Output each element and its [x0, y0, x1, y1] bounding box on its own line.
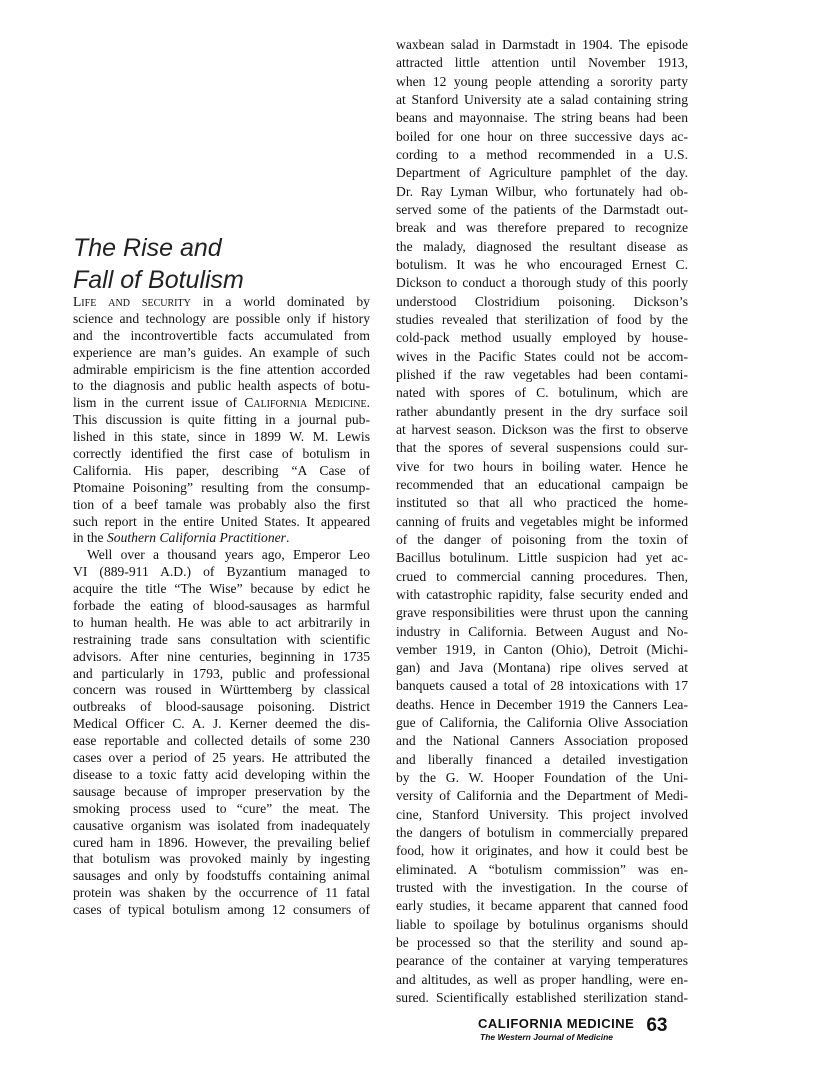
- text-line: tion of a beef tamale was probably also the first: [73, 496, 370, 512]
- text-line: understood Clostridium poisoning. Dickson’s: [396, 293, 688, 309]
- text-line: with catastrophic rapidity, false security ended and: [396, 586, 688, 602]
- text-line: California. His paper, describing “A Case of: [73, 462, 370, 478]
- text-line: cases of typical botulism among 12 consumers of: [73, 902, 370, 918]
- text-segment: Well over a thousand years ago, Emperor Leo: [87, 547, 370, 563]
- text-line: protein was shaken by the occurrence of 11 fatal: [73, 885, 370, 901]
- text-line: cured ham in 1896. However, the prevailing belief: [73, 834, 370, 850]
- text-line: admirable empiricism is the fine attention accorded: [73, 361, 370, 377]
- text-line: at harvest season. Dickson was the first to observe: [396, 421, 688, 437]
- text-line: cold-pack method usually employed by house-: [396, 330, 688, 346]
- text-line: the malady, diagnosed the resultant disease as: [396, 238, 688, 254]
- text-line: that the spores of several suspensions could sur-: [396, 440, 688, 456]
- text-line: recommended that an educational campaign be: [396, 476, 688, 492]
- text-line: gan) and Java (Montana) ripe olives served at: [396, 660, 688, 676]
- text-line: liable to spoilage by botulinus organisms should: [396, 916, 688, 932]
- text-line: vember 1919, in Canton (Ohio), Detroit (Michi-: [396, 641, 688, 657]
- text-line: concern was roused in Württemberg by classical: [73, 682, 370, 698]
- text-line: and particularly in 1793, public and professional: [73, 665, 370, 681]
- text-line: sausage because of improper preservation by the: [73, 783, 370, 799]
- small-caps-text: California Medicine: [244, 395, 367, 411]
- journal-name: CALIFORNIA MEDICINE: [478, 1016, 635, 1031]
- text-line: nated with spores of C. botulinum, which are: [396, 385, 688, 401]
- text-line: crued to commercial canning procedures. Then,: [396, 568, 688, 584]
- text-line: banquets caused a total of 28 intoxications with 17: [396, 678, 688, 694]
- text-line: pearance of the container at varying temperatures: [396, 953, 688, 969]
- text-line: science and technology are possible only if history: [73, 310, 370, 326]
- text-line: and liberally financed a detailed investigation: [396, 751, 688, 767]
- text-line: cording to a method recommended in a U.S.: [396, 146, 688, 162]
- text-line: [73, 530, 370, 547]
- text-line: experience are man’s guides. An example of such: [73, 344, 370, 360]
- text-line: disease to a toxic fatty acid developing within the: [73, 766, 370, 782]
- text-line: waxbean salad in Darmstadt in 1904. The episode: [396, 37, 688, 52]
- text-line: sured. Scientifically established sterilization stand-: [396, 990, 688, 1006]
- text-line: acquire the title “The Wise” because by edict he: [73, 581, 370, 597]
- text-segment: .: [285, 530, 290, 546]
- journal-subtitle: The Western Journal of Medicine: [480, 1032, 614, 1042]
- text-line: and the National Canners Association proposed: [396, 733, 688, 749]
- text-line: boiled for one hour on three successive days ac-: [396, 128, 688, 144]
- title-line-2: Fall of Botulism: [73, 266, 244, 294]
- title-line-1: The Rise and: [73, 234, 222, 262]
- text-line: food, how it originates, and how it could best be: [396, 843, 688, 859]
- text-line: cases over a period of 25 years. He attributed the: [73, 750, 370, 766]
- text-line: to the diagnosis and public health aspects of botu-: [73, 378, 370, 394]
- text-line: advisors. After nine centuries, beginning in 1735: [73, 648, 370, 664]
- text-line: be processed so that the sterility and sound ap-: [396, 935, 688, 951]
- text-line: wives in the Pacific States could not be accom-: [396, 348, 688, 364]
- text-line: Ptomaine Poisoning” resulting from the consump-: [73, 479, 370, 495]
- text-line: attracted little attention until November 1913,: [396, 55, 688, 71]
- text-line: Medical Officer C. A. J. Kerner deemed the dis-: [73, 716, 370, 732]
- text-line: that botulism was provoked mainly by ingesting: [73, 851, 370, 867]
- text-line: gue of California, the California Olive Association: [396, 715, 688, 731]
- small-caps-text: Life and security: [73, 294, 191, 309]
- text-line: Dr. Ray Lyman Wilbur, who fortunately had ob-: [396, 183, 688, 199]
- text-segment: lism in the current issue of: [73, 395, 245, 411]
- article-title: [73, 232, 244, 296]
- text-line: break and was therefore prepared to recognize: [396, 220, 688, 236]
- text-line: ease reportable and collected details of some 230: [73, 733, 370, 749]
- text-line: [73, 395, 370, 412]
- text-line: eliminated. A “botulism commission” was en-: [396, 861, 688, 877]
- text-segment: .: [366, 395, 370, 411]
- text-line: VI (889-911 A.D.) of Byzantium managed to: [73, 564, 370, 580]
- text-line: plished if the raw vegetables had been contami-: [396, 366, 688, 382]
- text-segment: in a world dominated by: [190, 294, 370, 309]
- text-line: sausages and only by foodstuffs containing animal: [73, 868, 370, 884]
- right-text-column: [396, 36, 688, 1007]
- text-line: [73, 294, 370, 311]
- text-line: at Stanford University ate a salad containing string: [396, 91, 688, 107]
- journal-block: [478, 1016, 634, 1043]
- text-line: restraining trade sans consultation with scientific: [73, 631, 370, 647]
- text-line: versity of California and the Department of Medi-: [396, 788, 688, 804]
- text-line: rather abundantly present in the dry surface soil: [396, 403, 688, 419]
- text-line: trusted with the investigation. In the course of: [396, 880, 688, 896]
- text-line: This discussion is quite fitting in a journal pub-: [73, 412, 370, 428]
- text-line: instituted so that all who practiced the home-: [396, 495, 688, 511]
- text-line: grave responsibilities were thrust upon the canning: [396, 605, 688, 621]
- left-text-column: [73, 294, 370, 919]
- page-number: 63: [646, 1015, 668, 1036]
- text-line: outbreaks of blood-sausage poisoning. District: [73, 699, 370, 715]
- text-line: Dickson to conduct a thorough study of this poorly: [396, 275, 688, 291]
- text-line: canning of fruits and vegetables might be informed: [396, 513, 688, 529]
- text-line: early studies, it became apparent that canned food: [396, 898, 688, 914]
- text-line: by the G. W. Hooper Foundation of the Uni-: [396, 770, 688, 786]
- text-line: to human health. He was able to act arbitrarily in: [73, 614, 370, 630]
- text-line: cine, Stanford University. This project involved: [396, 806, 688, 822]
- text-segment: in the: [73, 530, 107, 546]
- page-footer: [478, 1016, 668, 1043]
- text-line: lished in this state, since in 1899 W. M. Lewis: [73, 429, 370, 445]
- text-line: Department of Agriculture pamphlet of the day.: [396, 165, 688, 181]
- text-line: studies revealed that sterilization of food by the: [396, 311, 688, 327]
- text-line: when 12 young people attending a sorority party: [396, 73, 688, 89]
- italic-text: Southern California Practitioner: [106, 530, 286, 546]
- text-line: the dangers of botulism in commercially prepared: [396, 825, 688, 841]
- text-line: Bacillus botulinum. Little suspicion had yet ac-: [396, 550, 688, 566]
- text-line: such report in the entire United States. It appeared: [73, 513, 370, 529]
- text-line: beans and mayonnaise. The string beans had been: [396, 110, 688, 126]
- text-line: and altitudes, as well as proper handling, were en-: [396, 971, 688, 987]
- text-line: and the incontrovertible facts accumulated from: [73, 327, 370, 343]
- text-line: causative organism was isolated from inadequately: [73, 817, 370, 833]
- text-line: correctly identified the first case of botulism in: [73, 446, 370, 462]
- text-line: [73, 547, 370, 564]
- text-line: served some of the patients of the Darmstadt out-: [396, 201, 688, 217]
- text-line: forbade the eating of blood-sausages as harmful: [73, 598, 370, 614]
- text-line: of the danger of poisoning from the toxin of: [396, 531, 688, 547]
- text-line: vive for two hours in boiling water. Hence he: [396, 458, 688, 474]
- text-line: smoking process used to “cure” the meat. The: [73, 800, 370, 816]
- text-line: deaths. Hence in December 1919 the Canners Lea-: [396, 696, 688, 712]
- text-line: industry in California. Between August and No-: [396, 623, 688, 639]
- text-line: botulism. It was he who encouraged Ernest C.: [396, 256, 688, 272]
